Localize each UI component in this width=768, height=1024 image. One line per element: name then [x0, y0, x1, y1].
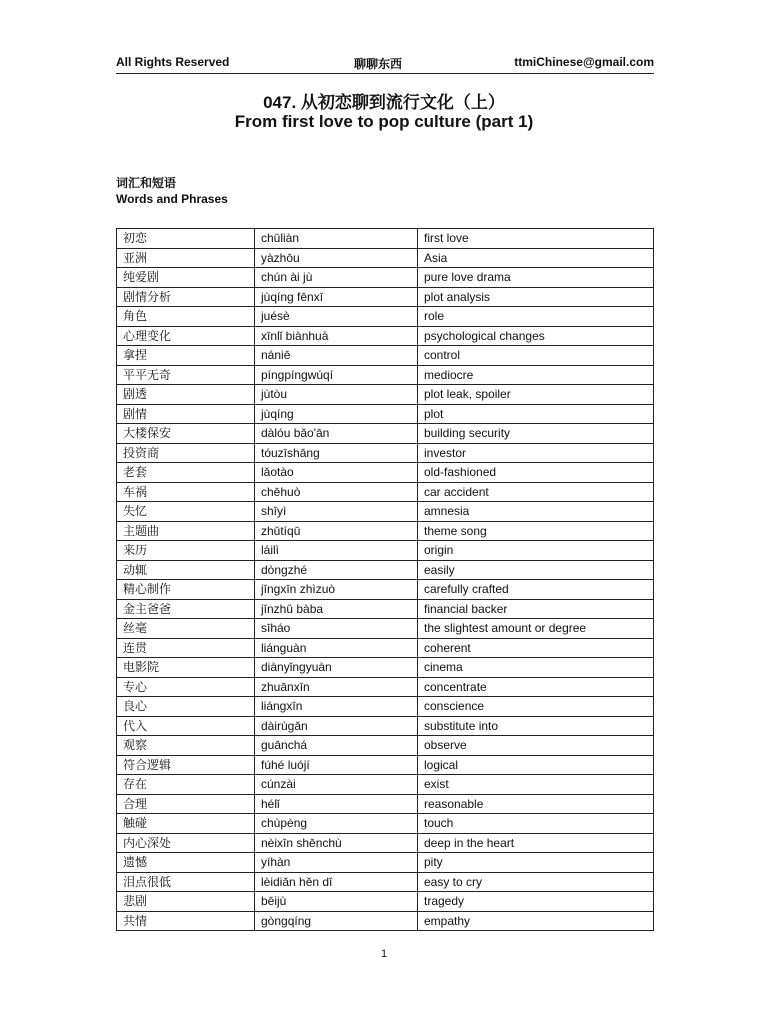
vocabulary-table-body: [117, 229, 654, 931]
pinyin-cell: liángxīn: [255, 697, 418, 717]
hanzi-cell: 主题曲: [117, 521, 255, 541]
table-row: [117, 697, 654, 717]
hanzi-cell: 悲剧: [117, 892, 255, 912]
english-cell: substitute into: [418, 716, 654, 736]
hanzi-cell: 共情: [117, 911, 255, 931]
hanzi-cell: 内心深处: [117, 833, 255, 853]
pinyin-cell: yíhàn: [255, 853, 418, 873]
english-cell: investor: [418, 443, 654, 463]
table-row: [117, 346, 654, 366]
hanzi-cell: 泪点很低: [117, 872, 255, 892]
english-cell: control: [418, 346, 654, 366]
table-row: [117, 833, 654, 853]
table-row: [117, 775, 654, 795]
english-cell: plot analysis: [418, 287, 654, 307]
table-row: [117, 814, 654, 834]
pinyin-cell: juésè: [255, 307, 418, 327]
hanzi-cell: 心理变化: [117, 326, 255, 346]
hanzi-cell: 丝毫: [117, 619, 255, 639]
english-cell: Asia: [418, 248, 654, 268]
english-cell: easily: [418, 560, 654, 580]
header-rights-text: All Rights Reserved: [116, 55, 230, 69]
hanzi-cell: 亚洲: [117, 248, 255, 268]
hanzi-cell: 动辄: [117, 560, 255, 580]
hanzi-cell: 老套: [117, 463, 255, 483]
hanzi-cell: 金主爸爸: [117, 599, 255, 619]
english-cell: conscience: [418, 697, 654, 717]
english-cell: psychological changes: [418, 326, 654, 346]
pinyin-cell: jùtòu: [255, 385, 418, 405]
hanzi-cell: 初恋: [117, 229, 255, 249]
english-cell: the slightest amount or degree: [418, 619, 654, 639]
table-row: [117, 580, 654, 600]
english-cell: pity: [418, 853, 654, 873]
pinyin-cell: xīnlǐ biànhuà: [255, 326, 418, 346]
table-row: [117, 502, 654, 522]
hanzi-cell: 剧透: [117, 385, 255, 405]
pinyin-cell: chūliàn: [255, 229, 418, 249]
pinyin-cell: hélǐ: [255, 794, 418, 814]
pinyin-cell: guānchá: [255, 736, 418, 756]
english-cell: reasonable: [418, 794, 654, 814]
table-row: [117, 658, 654, 678]
pinyin-cell: jùqíng: [255, 404, 418, 424]
pinyin-cell: cúnzài: [255, 775, 418, 795]
hanzi-cell: 代入: [117, 716, 255, 736]
table-row: [117, 716, 654, 736]
vocabulary-table: [116, 228, 654, 931]
hanzi-cell: 专心: [117, 677, 255, 697]
english-cell: carefully crafted: [418, 580, 654, 600]
table-row: [117, 794, 654, 814]
pinyin-cell: tóuzīshāng: [255, 443, 418, 463]
table-row: [117, 248, 654, 268]
pinyin-cell: dòngzhé: [255, 560, 418, 580]
table-row: [117, 365, 654, 385]
hanzi-cell: 拿捏: [117, 346, 255, 366]
pinyin-cell: zhǔtíqū: [255, 521, 418, 541]
table-row: [117, 755, 654, 775]
pinyin-cell: jīnzhǔ bàba: [255, 599, 418, 619]
lesson-title-english: From first love to pop culture (part 1): [234, 112, 534, 131]
hanzi-cell: 精心制作: [117, 580, 255, 600]
pinyin-cell: dàlóu bǎo'ān: [255, 424, 418, 444]
table-row: [117, 599, 654, 619]
hanzi-cell: 纯爱剧: [117, 268, 255, 288]
table-row: [117, 736, 654, 756]
table-row: [117, 424, 654, 444]
hanzi-cell: 投资商: [117, 443, 255, 463]
hanzi-cell: 失忆: [117, 502, 255, 522]
hanzi-cell: 车祸: [117, 482, 255, 502]
table-row: [117, 229, 654, 249]
english-cell: origin: [418, 541, 654, 561]
table-row: [117, 892, 654, 912]
pinyin-cell: yàzhōu: [255, 248, 418, 268]
table-row: [117, 638, 654, 658]
table-row: [117, 326, 654, 346]
pinyin-cell: fúhé luójí: [255, 755, 418, 775]
table-row: [117, 677, 654, 697]
pinyin-cell: diànyǐngyuàn: [255, 658, 418, 678]
section-heading-chinese: 词汇和短语: [116, 176, 177, 190]
english-cell: pure love drama: [418, 268, 654, 288]
pinyin-cell: píngpíngwúqí: [255, 365, 418, 385]
table-row: [117, 619, 654, 639]
english-cell: role: [418, 307, 654, 327]
english-cell: first love: [418, 229, 654, 249]
pinyin-cell: chēhuò: [255, 482, 418, 502]
hanzi-cell: 来历: [117, 541, 255, 561]
hanzi-cell: 剧情分析: [117, 287, 255, 307]
english-cell: financial backer: [418, 599, 654, 619]
hanzi-cell: 剧情: [117, 404, 255, 424]
hanzi-cell: 角色: [117, 307, 255, 327]
table-row: [117, 443, 654, 463]
pinyin-cell: nèixīn shēnchù: [255, 833, 418, 853]
table-row: [117, 268, 654, 288]
table-row: [117, 404, 654, 424]
lesson-title-chinese: 047. 从初恋聊到流行文化（上）: [263, 93, 505, 112]
english-cell: touch: [418, 814, 654, 834]
hanzi-cell: 连贯: [117, 638, 255, 658]
table-row: [117, 307, 654, 327]
pinyin-cell: liánguàn: [255, 638, 418, 658]
pinyin-cell: lèidiǎn hěn dī: [255, 872, 418, 892]
hanzi-cell: 合理: [117, 794, 255, 814]
english-cell: logical: [418, 755, 654, 775]
pinyin-cell: bēijù: [255, 892, 418, 912]
pinyin-cell: lǎotào: [255, 463, 418, 483]
english-cell: easy to cry: [418, 872, 654, 892]
english-cell: deep in the heart: [418, 833, 654, 853]
pinyin-cell: dàirùgǎn: [255, 716, 418, 736]
english-cell: cinema: [418, 658, 654, 678]
pinyin-cell: jùqíng fēnxī: [255, 287, 418, 307]
pinyin-cell: zhuānxīn: [255, 677, 418, 697]
table-row: [117, 853, 654, 873]
english-cell: coherent: [418, 638, 654, 658]
hanzi-cell: 触碰: [117, 814, 255, 834]
table-row: [117, 560, 654, 580]
section-heading-english: Words and Phrases: [116, 192, 228, 206]
pinyin-cell: nániē: [255, 346, 418, 366]
header-divider: [116, 73, 654, 74]
english-cell: concentrate: [418, 677, 654, 697]
pinyin-cell: láilì: [255, 541, 418, 561]
table-row: [117, 463, 654, 483]
table-row: [117, 872, 654, 892]
english-cell: theme song: [418, 521, 654, 541]
header-title-text: 聊聊东西: [354, 57, 403, 71]
hanzi-cell: 电影院: [117, 658, 255, 678]
pinyin-cell: chún ài jù: [255, 268, 418, 288]
english-cell: observe: [418, 736, 654, 756]
hanzi-cell: 遗憾: [117, 853, 255, 873]
english-cell: tragedy: [418, 892, 654, 912]
english-cell: empathy: [418, 911, 654, 931]
english-cell: amnesia: [418, 502, 654, 522]
pinyin-cell: sīháo: [255, 619, 418, 639]
english-cell: plot: [418, 404, 654, 424]
header-email-text: ttmiChinese@gmail.com: [514, 55, 654, 69]
table-row: [117, 911, 654, 931]
english-cell: plot leak, spoiler: [418, 385, 654, 405]
hanzi-cell: 符合逻辑: [117, 755, 255, 775]
english-cell: mediocre: [418, 365, 654, 385]
hanzi-cell: 观察: [117, 736, 255, 756]
hanzi-cell: 存在: [117, 775, 255, 795]
table-row: [117, 385, 654, 405]
pinyin-cell: gòngqíng: [255, 911, 418, 931]
table-row: [117, 482, 654, 502]
table-row: [117, 541, 654, 561]
table-row: [117, 521, 654, 541]
hanzi-cell: 平平无奇: [117, 365, 255, 385]
hanzi-cell: 大楼保安: [117, 424, 255, 444]
page-number: 1: [380, 948, 388, 960]
pinyin-cell: shīyì: [255, 502, 418, 522]
hanzi-cell: 良心: [117, 697, 255, 717]
pinyin-cell: chùpèng: [255, 814, 418, 834]
english-cell: old-fashioned: [418, 463, 654, 483]
table-row: [117, 287, 654, 307]
page-header: [116, 55, 654, 73]
english-cell: building security: [418, 424, 654, 444]
english-cell: car accident: [418, 482, 654, 502]
pinyin-cell: jīngxīn zhìzuò: [255, 580, 418, 600]
english-cell: exist: [418, 775, 654, 795]
